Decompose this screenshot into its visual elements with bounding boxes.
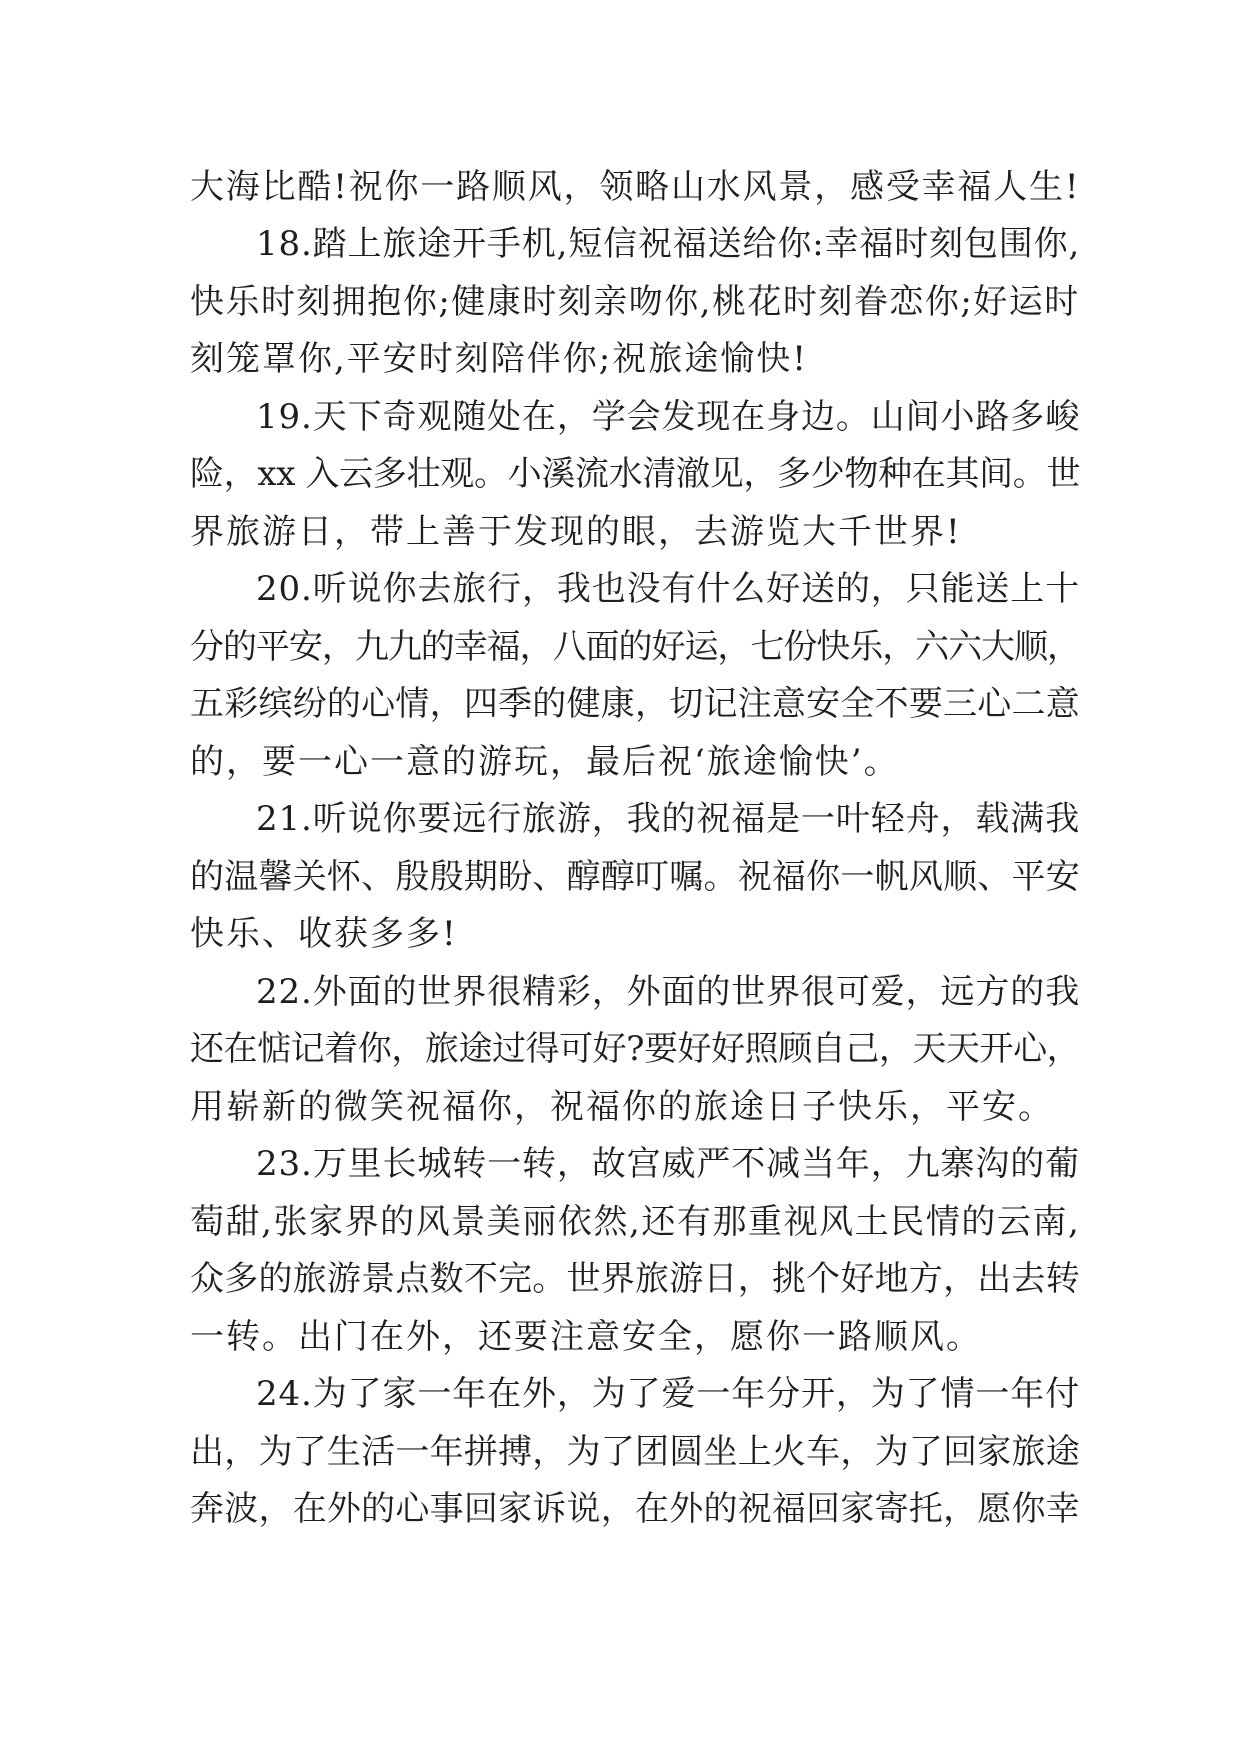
text-line: 的温馨关怀、殷殷期盼、醇醇叮嘱。祝福你一帆风顺、平安 [190, 857, 1080, 897]
text-line: 快乐时刻拥抱你;健康时刻亲吻你,桃花时刻眷恋你;好运时 [190, 282, 1080, 322]
text-line: 20.听说你去旅行，我也没有什么好送的，只能送上十 [256, 569, 1081, 609]
text-line: 萄甜,张家界的风景美丽依然,还有那重视风土民情的云南, [190, 1202, 1081, 1242]
text-line: 24.为了家一年在外，为了爱一年分开，为了情一年付 [256, 1374, 1081, 1414]
text-line: 22.外面的世界很精彩，外面的世界很可爱，远方的我 [256, 972, 1081, 1012]
text-line: 还在惦记着你，旅途过得可好?要好好照顾自己，天天开心， [190, 1029, 1081, 1069]
text-line: 众多的旅游景点数不完。世界旅游日，挑个好地方，出去转 [190, 1259, 1080, 1299]
text-line: 的，要一心一意的游玩，最后祝‘旅途愉快’。 [190, 742, 900, 782]
text-line: 18.踏上旅途开手机,短信祝福送给你:幸福时刻包围你, [256, 224, 1081, 264]
text-line: 23.万里长城转一转，故宫威严不减当年，九寨沟的葡 [256, 1144, 1081, 1184]
text-line: 快乐、收获多多! [190, 914, 458, 954]
text-line: 奔波，在外的心事回家诉说，在外的祝福回家寄托，愿你幸 [190, 1489, 1080, 1529]
text-line: 刻笼罩你,平安时刻陪伴你;祝旅途愉快! [190, 339, 808, 379]
text-line: 大海比酷!祝你一路顺风，领略山水风景，感受幸福人生! [190, 167, 1081, 207]
text-line: 界旅游日，带上善于发现的眼，去游览大千世界! [190, 512, 962, 552]
text-line: 用崭新的微笑祝福你，祝福你的旅途日子快乐，平安。 [190, 1087, 1054, 1127]
text-line: 19.天下奇观随处在，学会发现在身边。山间小路多峻 [256, 397, 1081, 437]
text-line: 一转。出门在外，还要注意安全，愿你一路顺风。 [190, 1317, 982, 1357]
text-line: 21.听说你要远行旅游，我的祝福是一叶轻舟，载满我 [256, 799, 1081, 839]
text-line: 险，xx 入云多壮观。小溪流水清澈见，多少物种在其间。世 [190, 454, 1081, 494]
text-line: 五彩缤纷的心情，四季的健康，切记注意安全不要三心二意 [190, 684, 1080, 724]
text-line: 出，为了生活一年拼搏，为了团圆坐上火车，为了回家旅途 [190, 1432, 1080, 1472]
text-line: 分的平安，九九的幸福，八面的好运，七份快乐，六六大顺， [190, 627, 1080, 667]
